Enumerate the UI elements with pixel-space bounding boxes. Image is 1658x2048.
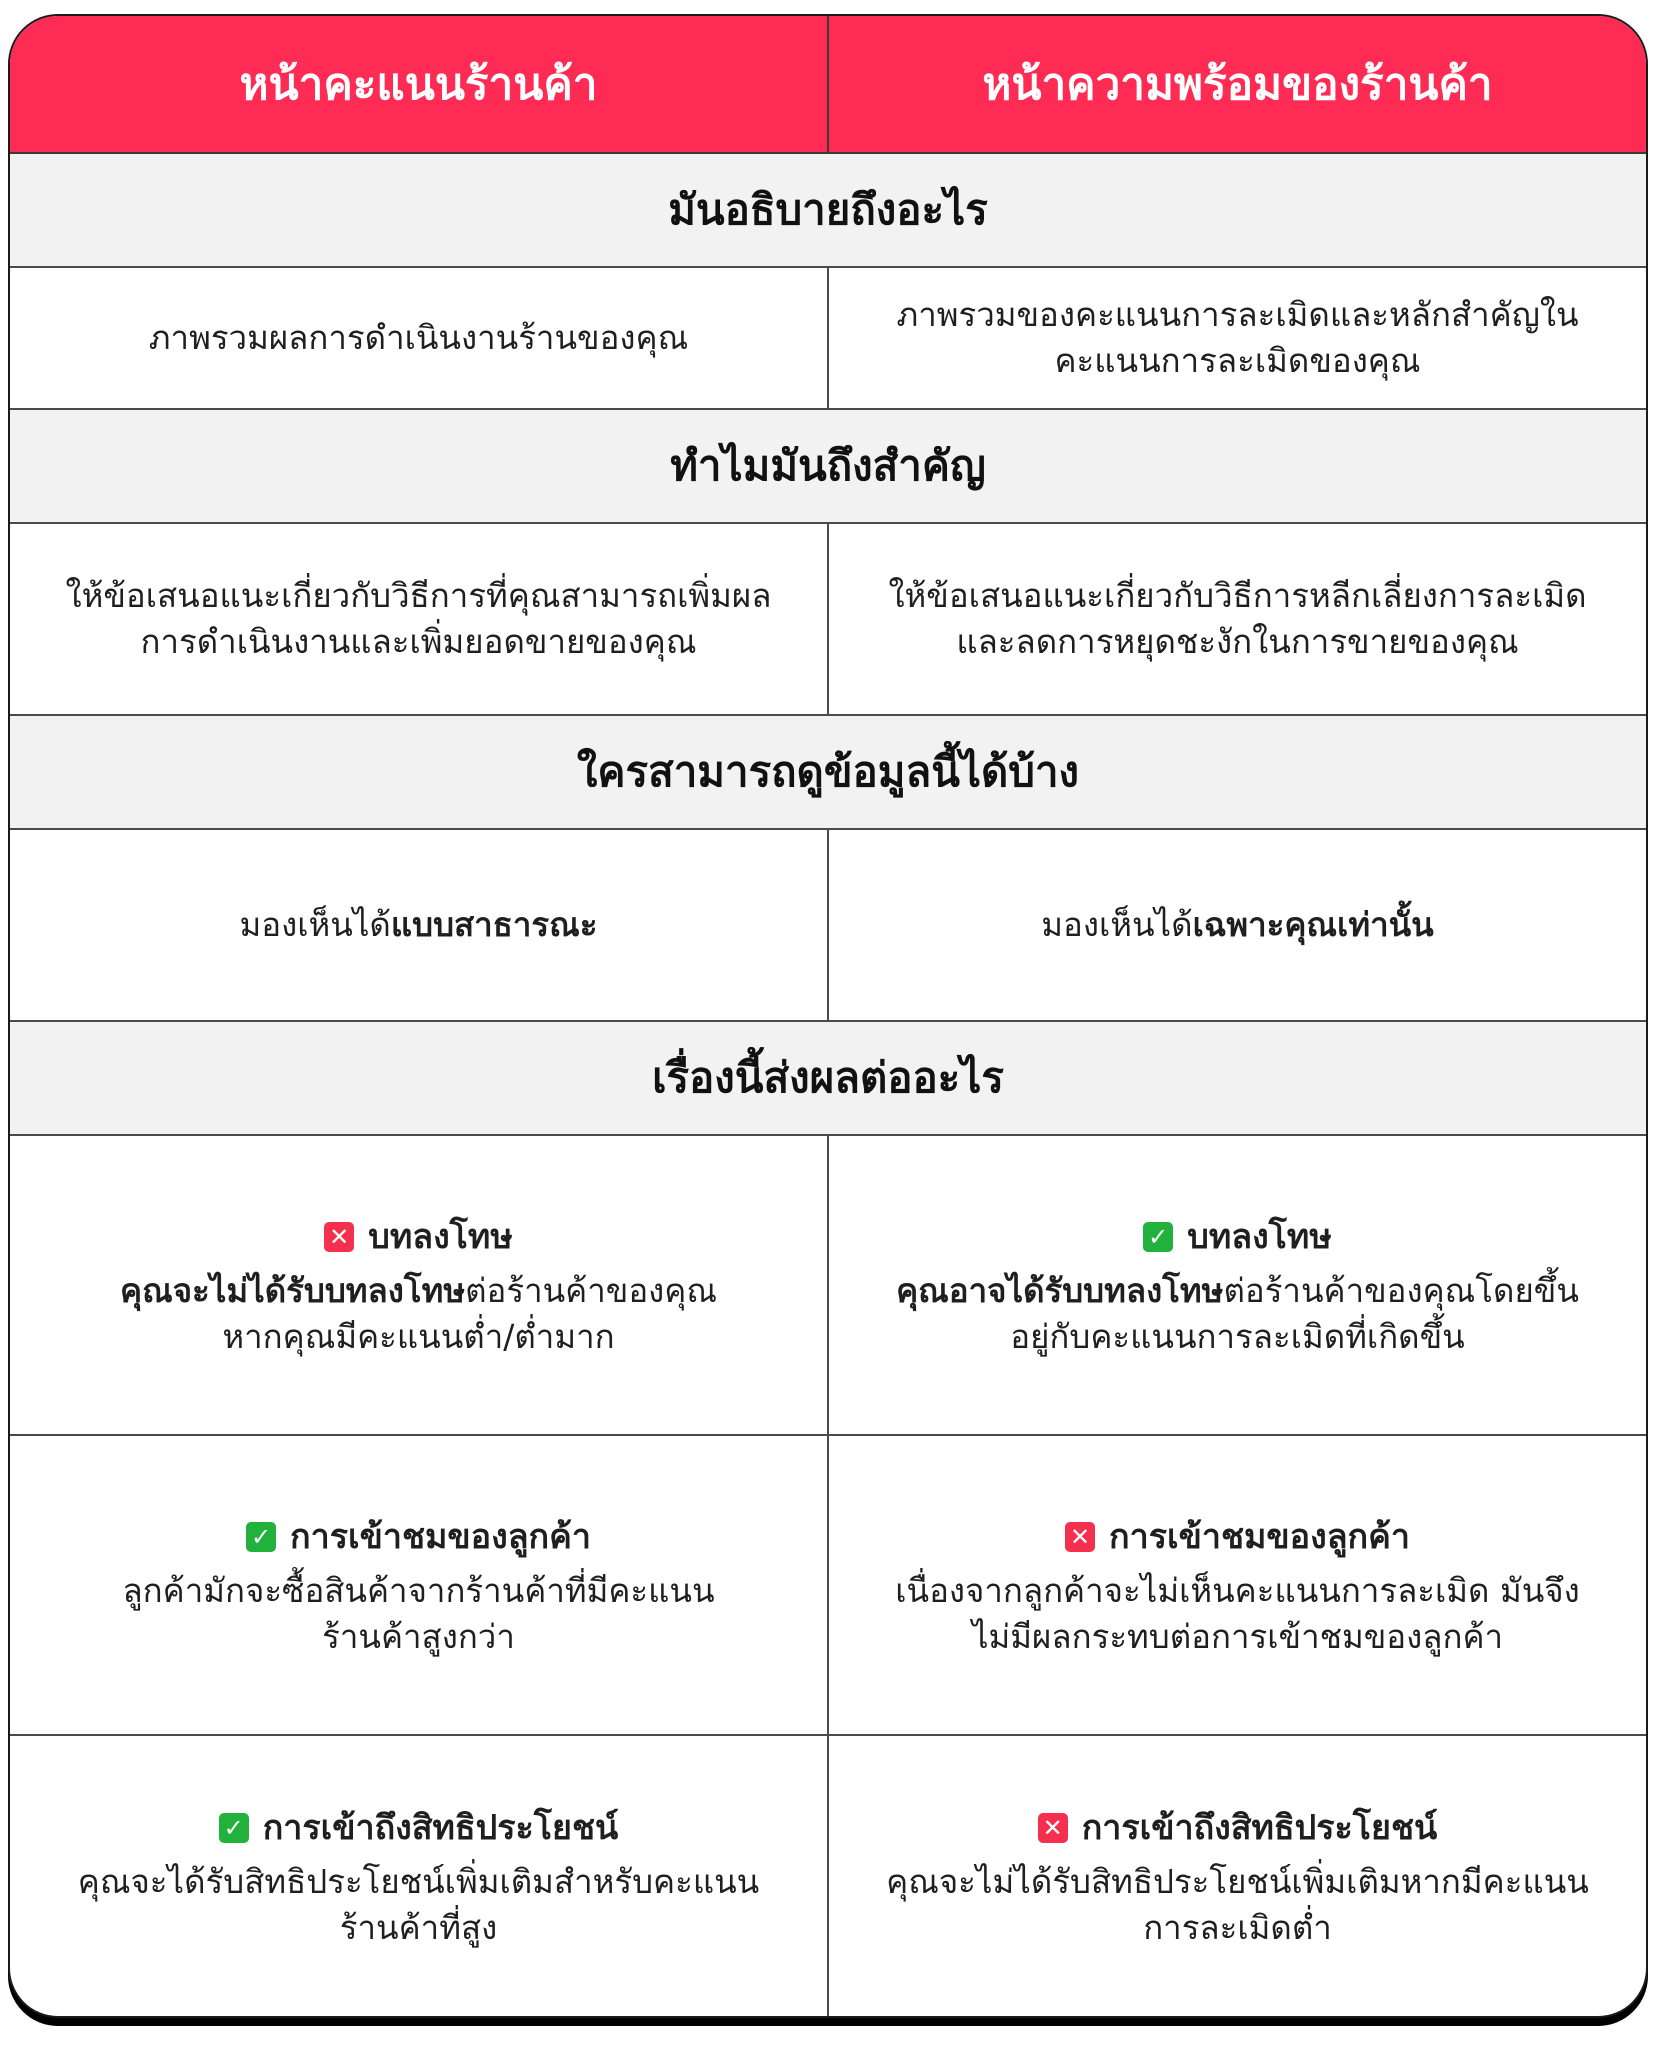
benefits-right-title: การเข้าถึงสิทธิประโยชน์ <box>1081 1807 1438 1848</box>
penalty-right-bold: คุณอาจได้รับบทลงโทษ <box>896 1270 1224 1310</box>
impact-row-benefits <box>10 1735 1646 2016</box>
who-left-bold: แบบสาธารณะ <box>390 905 598 944</box>
benefits-right-line1: คุณจะไม่ได้รับสิทธิประโยชน์เพิ่มเติมหากมีคะแนน <box>886 1861 1589 1901</box>
traffic-left-line2: ร้านค้าสูงกว่า <box>322 1616 515 1656</box>
traffic-right-cell <box>828 1435 1646 1735</box>
benefits-right-line2: การละเมิดต่ำ <box>1143 1907 1332 1947</box>
traffic-left-cell <box>10 1435 828 1735</box>
penalty-left-heading <box>324 1214 513 1260</box>
penalty-left-cell <box>10 1135 828 1435</box>
traffic-right-heading <box>1065 1514 1410 1560</box>
penalty-left-line1-rest: ต่อร้านค้าของคุณ <box>465 1270 717 1310</box>
who-left-prefix: มองเห็นได้ <box>239 905 391 944</box>
traffic-right-line1: เนื่องจากลูกค้าจะไม่เห็นคะแนนการละเมิด มันจึง <box>895 1570 1580 1610</box>
who-right-prefix: มองเห็นได้ <box>1041 905 1193 944</box>
check-icon: ✓ <box>219 1813 249 1843</box>
why-right-line2: และลดการหยุดชะงักในการขายของคุณ <box>956 622 1519 661</box>
penalty-right-title: บทลงโทษ <box>1187 1216 1332 1257</box>
traffic-right-title: การเข้าชมของลูกค้า <box>1109 1516 1410 1557</box>
penalty-right-line2: อยู่กับคะแนนการละเมิดที่เกิดขึ้น <box>1010 1316 1465 1356</box>
cross-icon: ✕ <box>324 1222 354 1252</box>
benefits-left-line2: ร้านค้าที่สูง <box>339 1907 498 1947</box>
header-shop-readiness: หน้าความพร้อมของร้านค้า <box>828 16 1646 153</box>
content-row-who <box>10 829 1646 1021</box>
impact-row-penalty <box>10 1135 1646 1435</box>
what-right-line1: ภาพรวมของคะแนนการละเมิดและหลักสำคัญใน <box>896 295 1579 334</box>
section-row-what <box>10 153 1646 267</box>
content-row-what <box>10 267 1646 409</box>
check-icon: ✓ <box>246 1522 276 1552</box>
penalty-left-bold: คุณจะไม่ได้รับบทลงโทษ <box>120 1270 466 1310</box>
comparison-card <box>8 14 1648 2018</box>
cross-icon: ✕ <box>1038 1813 1068 1843</box>
impact-row-traffic <box>10 1435 1646 1735</box>
penalty-left-line1 <box>36 1268 801 1314</box>
why-left-line1: ให้ข้อเสนอแนะเกี่ยวกับวิธีการที่คุณสามารถเพิ่มผล <box>65 576 772 615</box>
benefits-left-title: การเข้าถึงสิทธิประโยชน์ <box>262 1807 619 1848</box>
benefits-left-line1: คุณจะได้รับสิทธิประโยชน์เพิ่มเติมสำหรับคะแนน <box>77 1861 760 1901</box>
penalty-left-line2: หากคุณมีคะแนนต่ำ/ต่ำมาก <box>222 1316 615 1356</box>
traffic-left-line1: ลูกค้ามักจะซื้อสินค้าจากร้านค้าที่มีคะแนน <box>122 1570 715 1610</box>
traffic-left-heading <box>246 1514 591 1560</box>
traffic-right-line2: ไม่มีผลกระทบต่อการเข้าชมของลูกค้า <box>971 1616 1504 1656</box>
benefits-left-heading <box>219 1805 619 1851</box>
what-left-text: ภาพรวมผลการดำเนินงานร้านของคุณ <box>148 318 689 357</box>
benefits-left-cell <box>10 1735 828 2016</box>
section-row-impact <box>10 1021 1646 1135</box>
traffic-left-title: การเข้าชมของลูกค้า <box>290 1516 591 1557</box>
why-left-line2: การดำเนินงานและเพิ่มยอดขายของคุณ <box>140 622 697 661</box>
what-right-line2: คะแนนการละเมิดของคุณ <box>1054 341 1421 380</box>
header-shop-score: หน้าคะแนนร้านค้า <box>10 16 828 153</box>
penalty-left-title: บทลงโทษ <box>368 1216 513 1257</box>
penalty-right-cell <box>828 1135 1646 1435</box>
comparison-table <box>10 16 1646 2016</box>
penalty-right-line1-rest: ต่อร้านค้าของคุณโดยขึ้น <box>1223 1270 1579 1310</box>
header-row <box>10 16 1646 153</box>
who-left-cell <box>10 829 828 1021</box>
content-row-why <box>10 523 1646 715</box>
section-row-who <box>10 715 1646 829</box>
benefits-right-heading <box>1038 1805 1438 1851</box>
why-left-cell <box>10 523 828 715</box>
section-title-why: ทำไมมันถึงสำคัญ <box>10 409 1646 523</box>
why-right-cell <box>828 523 1646 715</box>
what-right-cell <box>828 267 1646 409</box>
who-right-cell <box>828 829 1646 1021</box>
who-right-bold: เฉพาะคุณเท่านั้น <box>1192 905 1434 944</box>
section-title-what: มันอธิบายถึงอะไร <box>10 153 1646 267</box>
penalty-right-line1 <box>855 1268 1620 1314</box>
check-icon: ✓ <box>1143 1222 1173 1252</box>
benefits-right-cell <box>828 1735 1646 2016</box>
why-right-line1: ให้ข้อเสนอแนะเกี่ยวกับวิธีการหลีกเลี่ยงการละเมิด <box>888 576 1587 615</box>
section-row-why <box>10 409 1646 523</box>
section-title-impact: เรื่องนี้ส่งผลต่ออะไร <box>10 1021 1646 1135</box>
penalty-right-heading <box>1143 1214 1332 1260</box>
what-left-cell <box>10 267 828 409</box>
section-title-who: ใครสามารถดูข้อมูลนี้ได้บ้าง <box>10 715 1646 829</box>
cross-icon: ✕ <box>1065 1522 1095 1552</box>
